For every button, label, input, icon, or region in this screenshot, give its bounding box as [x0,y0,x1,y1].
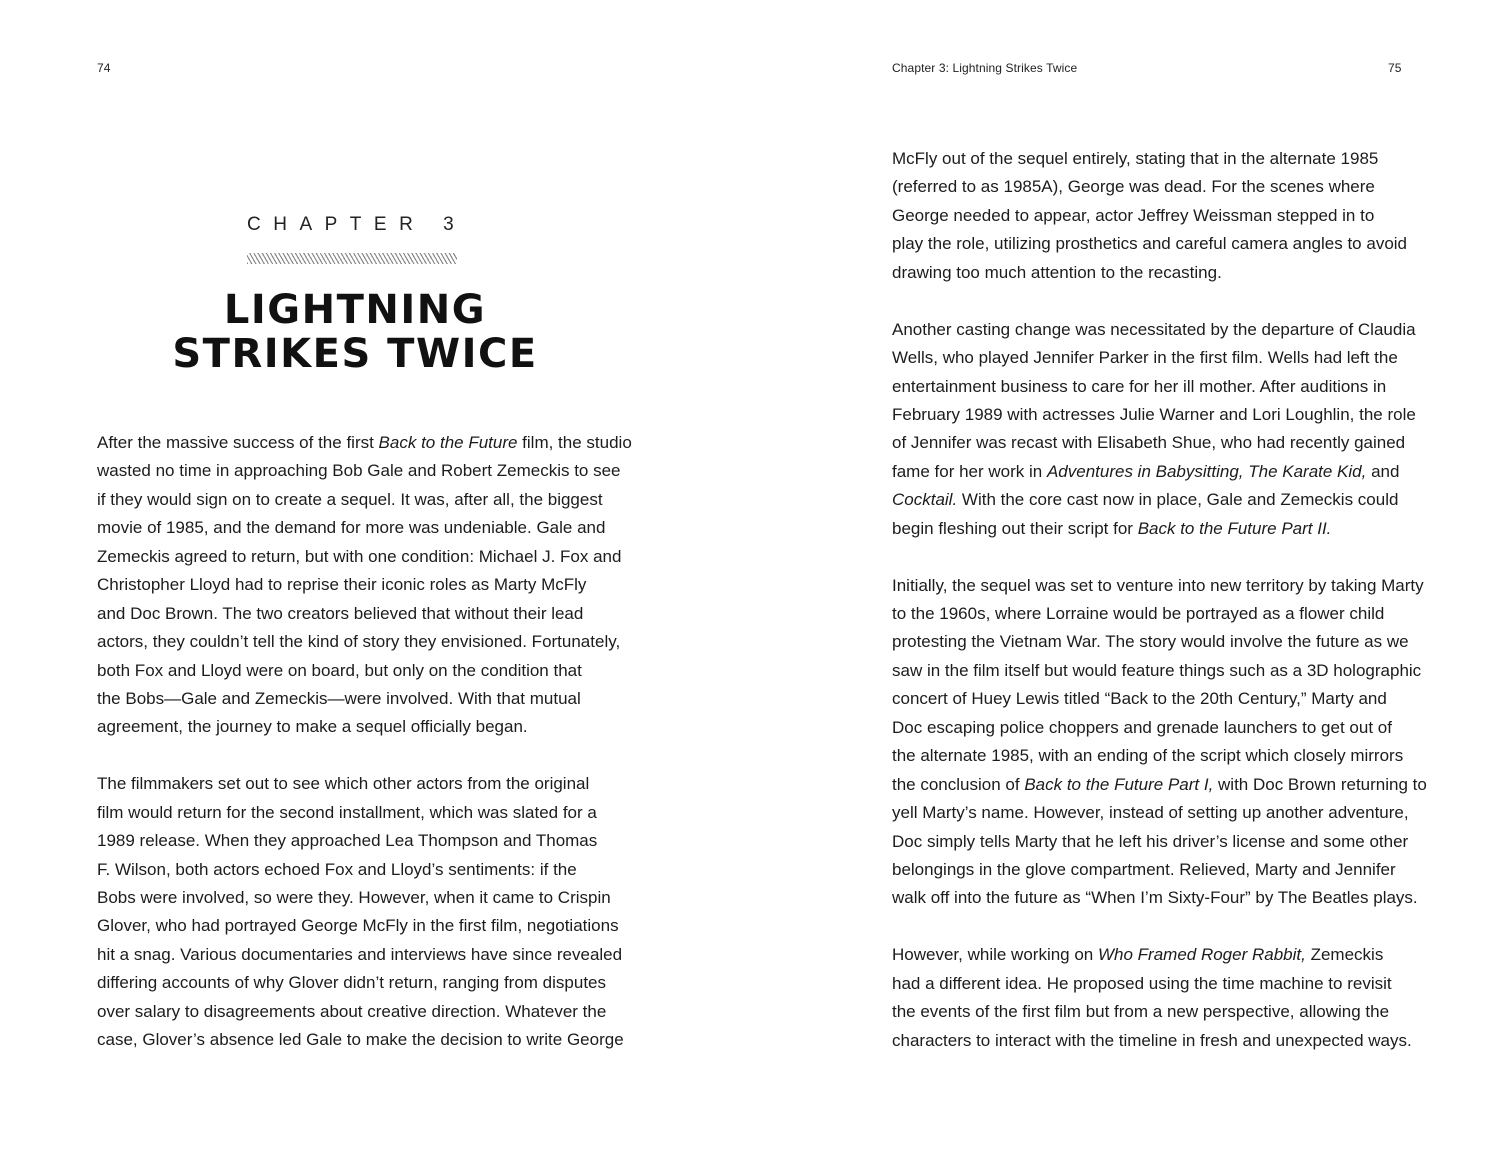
body-text [892,145,1427,1055]
text-line [892,742,1412,770]
text-line [892,828,1412,856]
text-line [892,344,1412,372]
text-line [892,401,1416,429]
text-run: entertainment business to care for her ill mother. After auditions in [892,376,1387,396]
text-run: the events of the first film but from a new perspective, allowing the [892,1002,1390,1022]
text-run: Doc escaping police choppers and grenade launchers to get out of [892,717,1392,737]
text-run: actors, they couldn’t tell the kind of story they envisioned. Fortunately, [97,632,621,652]
text-line [892,714,1412,742]
text-run: over salary to disagreements about creative direction. Whatever the [97,1001,607,1021]
page-number: 75 [1388,61,1402,75]
text-line [892,515,1412,543]
text-run: Christopher Lloyd had to reprise their iconic roles as Marty McFly [97,575,587,595]
paragraph-gap [892,287,1412,315]
text-run: Initially, the sequel was set to venture into new territory by taking Marty [892,575,1424,595]
text-run: and [1366,461,1400,481]
right-page [750,0,1500,1159]
text-run: After the massive success of the first [97,433,379,452]
text-line [892,145,1412,173]
text-line [892,429,1412,457]
text-line [892,202,1412,230]
text-run: Zemeckis [1305,945,1384,965]
text-run: film would return for the second installment, which was slated for a [97,802,597,822]
chapter-title-line: LIGHTNING [223,287,487,333]
text-line [892,373,1412,401]
text-line [97,998,617,1026]
running-head: Chapter 3: Lightning Strikes Twice [892,61,1078,75]
text-run: Bobs were involved, so were they. However, when it came to Crispin [97,888,611,907]
text-line [97,1026,624,1054]
text-line [892,230,1412,258]
text-run: George needed to appear, actor Jeffrey Weissman stepped in to [892,205,1375,225]
text-run: (referred to as 1985A), George was dead. For the scenes where [892,177,1375,197]
text-run: hit a snag. Various documentaries and interviews have since revealed [97,944,623,964]
paragraph-gap [97,742,617,770]
text-line [892,799,1412,827]
paragraph-gap [892,543,1412,571]
text-run: agreement, the journey to make a sequel officially began. [97,717,528,737]
text-line [97,429,632,457]
text-run: to the 1960s, where Lorraine would be portrayed as a flower child [892,604,1385,623]
text-run: belongings in the glove compartment. Relieved, Marty and Jennifer [892,859,1396,879]
text-line [97,912,617,940]
text-line [892,173,1412,201]
text-run: However, while working on [892,945,1098,965]
italic-title-text: Back to the Future [378,433,518,452]
text-line [892,628,1412,656]
text-line [892,884,1418,912]
text-run: the conclusion of [892,774,1025,794]
text-line [97,657,617,685]
text-line [97,770,617,798]
text-line [97,628,621,656]
text-line [892,572,1424,600]
body-text [97,429,632,1055]
text-run: film, the studio [517,433,632,452]
text-run: the alternate 1985, with an ending of the script which closely mirrors [892,746,1404,766]
text-run: Another casting change was necessitated by the departure of Claudia [892,319,1416,339]
text-line [892,657,1422,685]
italic-title-text: Cocktail. [892,490,958,510]
italic-title-text: Adventures in Babysitting, The Karate Kid, [1046,461,1367,481]
text-run: walk off into the future as “When I’m Sixty-Four” by The Beatles plays. [892,888,1418,908]
text-run: yell Marty’s name. However, instead of setting up another adventure, [892,803,1409,823]
text-run: The filmmakers set out to see which other actors from the original [97,774,590,794]
text-line [892,685,1412,713]
chapter-label: CHAPTER 3 [247,214,467,235]
text-line [892,486,1412,514]
text-line [97,543,622,571]
text-line [97,457,621,485]
text-run: February 1989 with actresses Julie Warner and Lori Loughlin, the role [892,404,1416,424]
text-run: fame for her work in [892,461,1047,481]
text-run: and Doc Brown. The two creators believed that without their lead [97,603,584,623]
text-run: saw in the film itself but would feature things such as a 3D holographic [892,660,1422,680]
text-run: case, Glover’s absence led Gale to make the decision to write George [97,1030,624,1050]
text-run: F. Wilson, both actors echoed Fox and Lloyd’s sentiments: if the [97,859,577,879]
text-run: Doc simply tells Marty that he left his driver’s license and some other [892,831,1409,851]
chapter-title [150,288,560,376]
text-line [892,771,1427,799]
text-run: wasted no time in approaching Bob Gale and Robert Zemeckis to see [97,461,621,481]
italic-title-text: Who Framed Roger Rabbit, [1097,945,1306,965]
text-line [97,941,623,969]
italic-title-text: Back to the Future Part I, [1024,774,1214,794]
text-line [97,571,617,599]
text-line [892,856,1412,884]
paragraph-gap [892,913,1412,941]
text-line [892,941,1412,969]
chapter-decorative-rule [247,253,457,264]
text-run: protesting the Vietnam War. The story would involve the future as we [892,632,1409,652]
text-line [97,685,617,713]
text-run: had a different idea. He proposed using the time machine to revisit [892,973,1392,993]
text-run: movie of 1985, and the demand for more was undeniable. Gale and [97,518,606,538]
text-line [97,514,617,542]
text-run: Glover, who had portrayed George McFly in the first film, negotiations [97,916,619,936]
text-line [892,600,1412,628]
text-run: differing accounts of why Glover didn’t return, ranging from disputes [97,973,607,993]
text-line [97,884,617,912]
text-line [892,998,1412,1026]
text-line [97,713,617,741]
text-run: with Doc Brown returning to [1213,774,1427,794]
chapter-title-line: STRIKES TWICE [172,331,538,377]
text-line [892,259,1412,287]
text-run: With the core cast now in place, Gale and Zemeckis could [957,490,1399,510]
text-line [97,827,617,855]
text-line [97,486,617,514]
text-run: play the role, utilizing prosthetics and careful camera angles to avoid [892,234,1408,254]
text-line [97,969,617,997]
text-line [97,856,617,884]
text-run: the Bobs—Gale and Zemeckis—were involved. With that mutual [97,688,581,708]
text-run: characters to interact with the timeline in fresh and unexpected ways. [892,1030,1412,1050]
text-run: McFly out of the sequel entirely, stating that in the alternate 1985 [892,149,1379,168]
text-line [892,458,1412,486]
italic-title-text: Back to the Future Part II. [1137,518,1332,538]
text-line [892,1027,1412,1055]
text-line [892,970,1412,998]
text-run: begin fleshing out their script for [892,518,1138,538]
text-line [97,799,617,827]
text-run: both Fox and Lloyd were on board, but only on the condition that [97,660,582,680]
text-run: Zemeckis agreed to return, but with one condition: Michael J. Fox and [97,546,622,566]
text-run: drawing too much attention to the recasting. [892,262,1222,282]
text-run: of Jennifer was recast with Elisabeth Shue, who had recently gained [892,433,1406,453]
text-line [97,600,617,628]
text-line [892,316,1416,344]
text-run: Wells, who played Jennifer Parker in the first film. Wells had left the [892,348,1398,368]
text-run: if they would sign on to create a sequel. It was, after all, the biggest [97,489,603,509]
text-run: 1989 release. When they approached Lea Thompson and Thomas [97,831,598,851]
text-run: concert of Huey Lewis titled “Back to the 20th Century,” Marty and [892,689,1387,709]
page-number: 74 [97,61,111,75]
